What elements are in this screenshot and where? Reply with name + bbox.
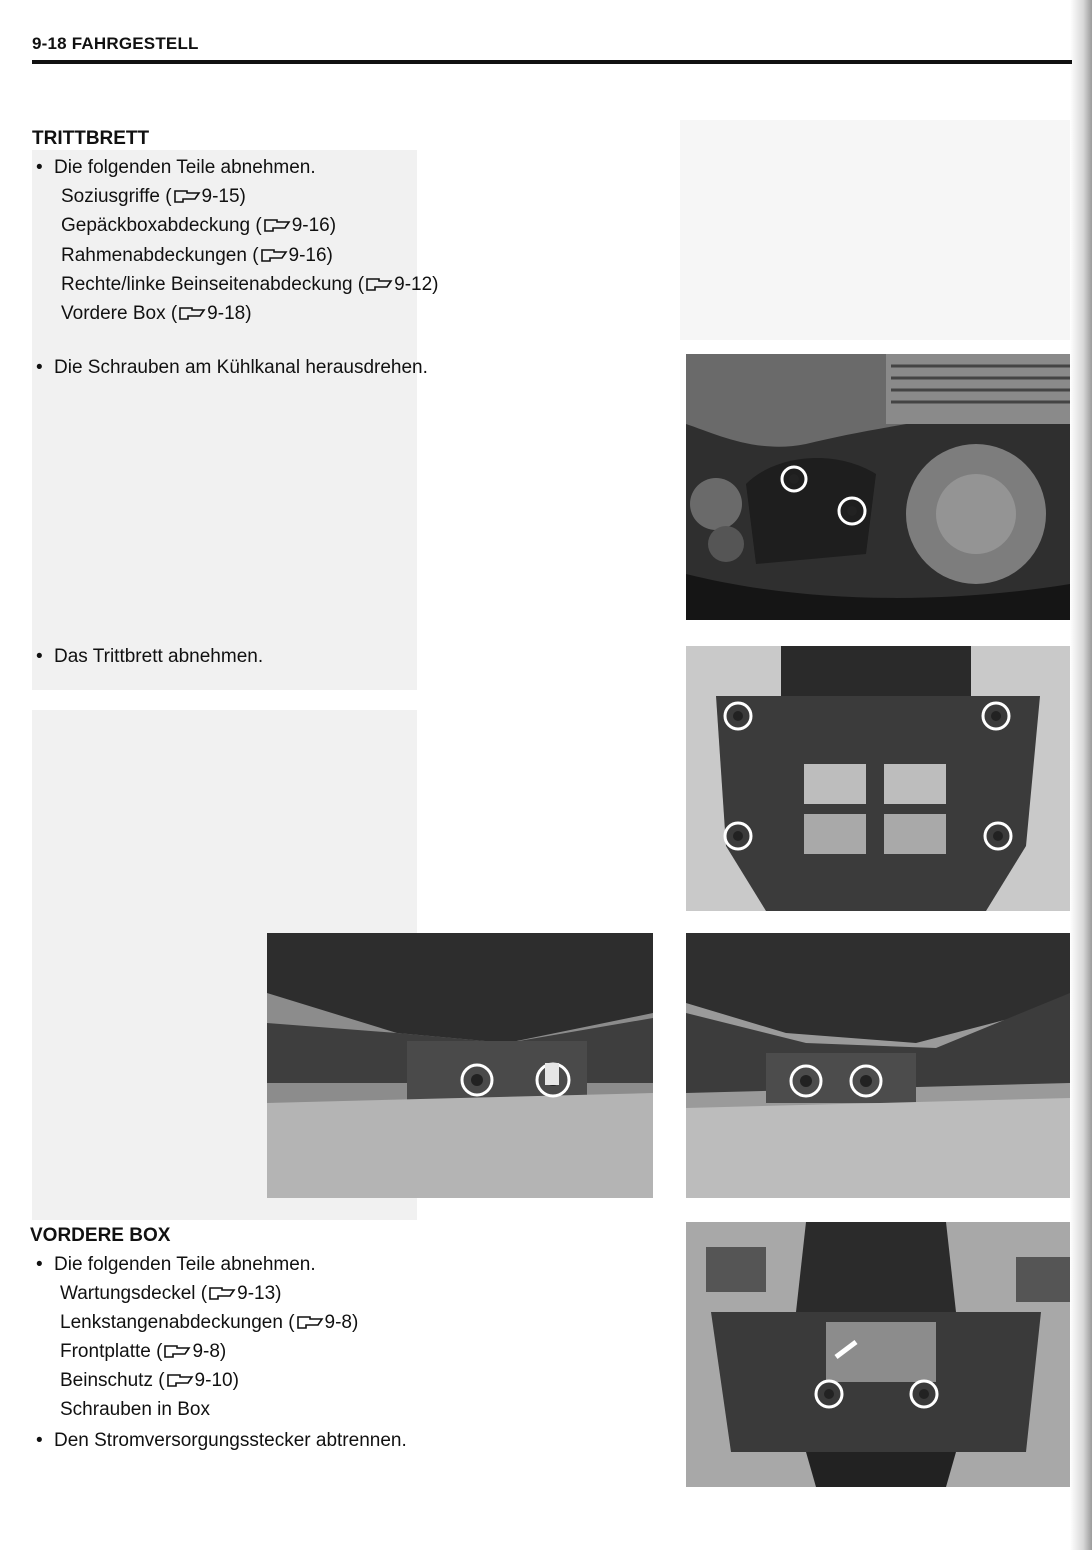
part-item: Schrauben in Box (60, 1399, 210, 1420)
part-item: Beinschutz ( 9-10) (60, 1370, 239, 1394)
part-item: Rahmenabdeckungen ( 9-16) (61, 245, 333, 269)
step-disconnect-power: • Den Stromversorgungsstecker abtrennen. (54, 1430, 407, 1452)
manual-reference-hand-icon (208, 1285, 236, 1307)
manual-reference-hand-icon (166, 1372, 194, 1394)
photo-footboard-left-screws (267, 933, 653, 1198)
part-item: Gepäckboxabdeckung ( 9-16) (61, 215, 336, 239)
part-item: Frontplatte ( 9-8) (60, 1341, 226, 1365)
photo-front-box (686, 1222, 1070, 1487)
header-rule (32, 60, 1072, 64)
manual-reference-hand-icon (163, 1343, 191, 1365)
manual-reference-hand-icon (365, 276, 393, 298)
step-cooling-duct-screws: • Die Schrauben am Kühlkanal herausdrehen. (54, 357, 428, 379)
step-remove-footboard: • Das Trittbrett abnehmen. (54, 646, 263, 668)
vordere-box-intro: • Die folgenden Teile abnehmen. (54, 1254, 316, 1276)
manual-reference-hand-icon (263, 217, 291, 239)
photo-footboard-right-screws (686, 933, 1070, 1198)
part-item: Vordere Box ( 9-18) (61, 303, 252, 327)
photo-footboard-top-view (686, 646, 1070, 911)
section-title-vordere-box: VORDERE BOX (30, 1225, 171, 1246)
photo-cooling-duct-screws (686, 354, 1070, 620)
manual-reference-hand-icon (260, 247, 288, 269)
part-item: Soziusgriffe ( 9-15) (61, 186, 246, 210)
page-edge-shadow (1070, 0, 1092, 1550)
part-item: Lenkstangenabdeckungen ( 9-8) (60, 1312, 358, 1336)
page-header: 9-18 FAHRGESTELL (32, 34, 199, 53)
part-item: Wartungsdeckel ( 9-13) (60, 1283, 282, 1307)
section-title-trittbrett: TRITTBRETT (32, 128, 150, 149)
manual-reference-hand-icon (178, 305, 206, 327)
manual-reference-hand-icon (173, 188, 201, 210)
manual-reference-hand-icon (296, 1314, 324, 1336)
part-item: Rechte/linke Beinseitenabdeckung ( 9-12) (61, 274, 439, 298)
trittbrett-intro: • Die folgenden Teile abnehmen. (54, 157, 316, 179)
show-through-right (680, 120, 1070, 340)
